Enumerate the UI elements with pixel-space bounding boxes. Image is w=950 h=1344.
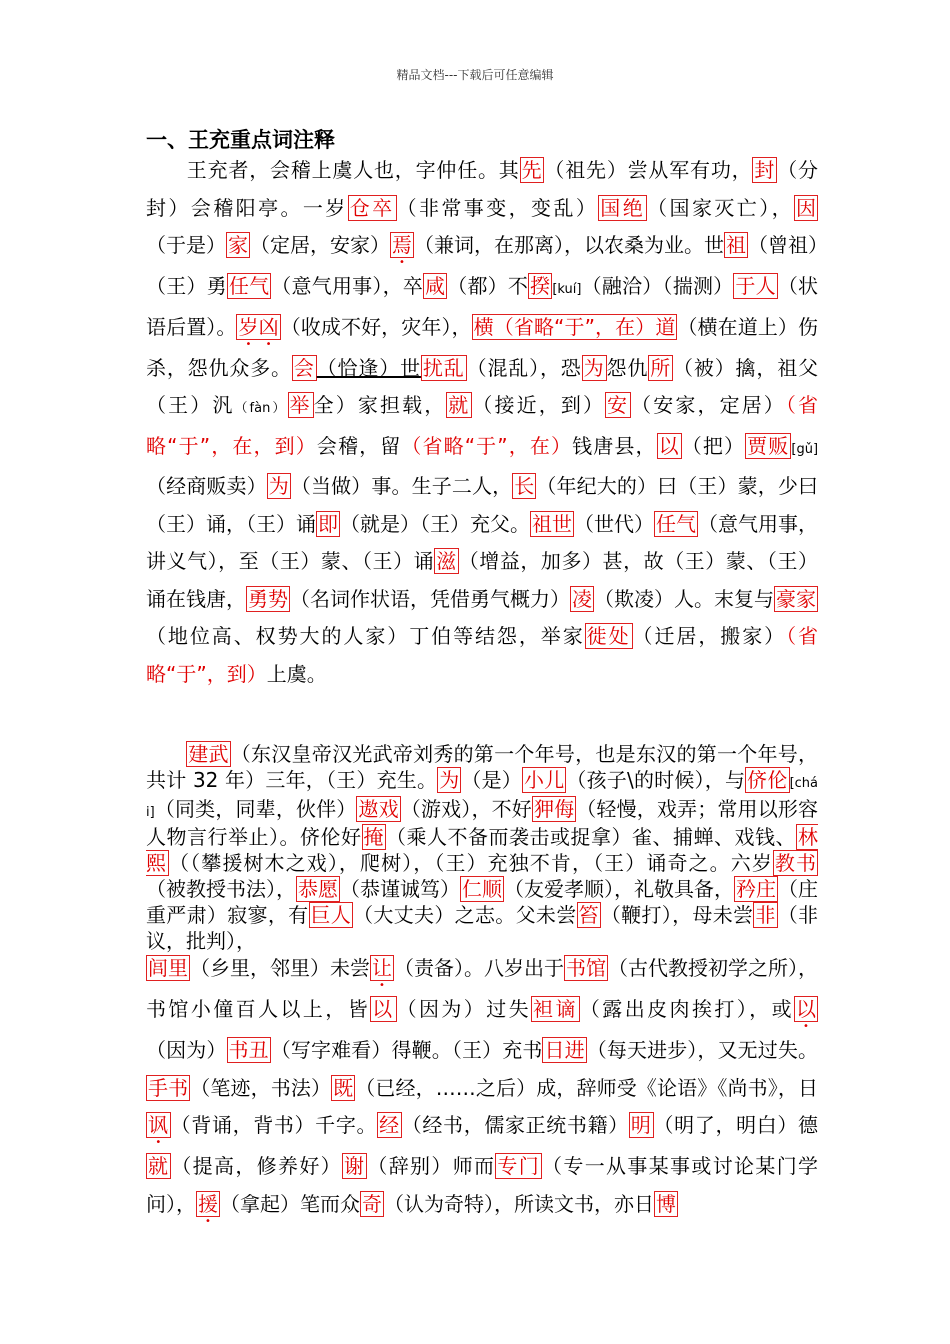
text-run: （国家灭亡），: [647, 195, 795, 220]
text-run: （孩子\的时候），与: [566, 767, 746, 792]
boxed-keyword: 任气: [228, 274, 270, 298]
boxed-keyword: 掩: [363, 825, 384, 850]
boxed-keyword: 侪伦: [747, 767, 788, 792]
boxed-keyword: 即: [318, 511, 338, 536]
text-run: （接近，到）: [472, 393, 606, 417]
text-run: （被教授书法），: [146, 876, 296, 901]
text-run: （当做）事。生子二人，: [290, 474, 513, 498]
boxed-keyword: 为: [439, 767, 460, 792]
text-run: （责备）。八岁出于: [394, 956, 564, 980]
text-run: （欺凌）人。末复与: [594, 586, 774, 611]
text-run: （同类，同辈，伙伴）: [154, 796, 357, 821]
text-run: （地位高、权势大的人家）丁伯等结怨，举家: [146, 624, 585, 648]
text-run: （辞别）师而: [367, 1154, 496, 1178]
boxed-keyword: 为: [583, 355, 605, 380]
boxed-keyword: 豪家: [776, 586, 816, 611]
boxed-keyword: 遨戏: [358, 796, 399, 821]
text-run: （于是）: [146, 233, 226, 257]
boxed-keyword: 非: [755, 902, 776, 927]
boxed-keyword: 为: [268, 474, 289, 498]
boxed-keyword: 于人: [735, 274, 776, 298]
boxed-keyword: 博: [656, 1191, 676, 1216]
boxed-keyword: 焉: [392, 233, 412, 257]
text-run: （世代）: [574, 511, 654, 536]
boxed-keyword: 仓卒: [349, 195, 395, 220]
text-run: （把）: [681, 433, 746, 458]
boxed-keyword: 恭愿: [298, 876, 338, 901]
text-run: （非议，批判），: [146, 902, 818, 953]
text-run: （乘人不备而袭击或捉拿）雀、捕蝉、戏钱、: [386, 825, 796, 850]
text-run: （大丈夫）之志。父未尝: [353, 902, 577, 927]
text-run: （状语后置）。: [146, 274, 819, 339]
paragraph-1: [146, 152, 818, 693]
section-heading: 一、王充重点词注释: [146, 128, 335, 152]
omission-note: （省略“于”，在）: [401, 433, 573, 458]
boxed-keyword: 贾贩: [747, 433, 790, 458]
text-run: （被）擒，祖父（王）汎: [146, 355, 819, 417]
boxed-keyword: 日进: [544, 1038, 585, 1062]
boxed-keyword: 讽: [148, 1113, 169, 1137]
boxed-keyword: 闾里: [148, 956, 188, 980]
text-run: （曾祖）（王）勇: [146, 233, 818, 298]
text-run: （祖先）尝从军有功，: [544, 158, 753, 182]
text-run: （经商贩卖）: [146, 474, 267, 498]
boxed-keyword: 勇势: [248, 586, 288, 611]
text-run: （鞭打），母未尝: [600, 902, 754, 927]
boxed-keyword: 手书: [148, 1075, 189, 1100]
boxed-keyword: 仁顺: [462, 876, 502, 901]
boxed-keyword: 建武: [188, 742, 229, 766]
text-run: 全）家担载，: [313, 393, 447, 417]
text-run: （非常事变，变乱）: [396, 195, 599, 220]
pronunciation: （fàn）: [234, 401, 288, 416]
text-run: （（攀援树木之戏），爬树），（王）充独不肯，（王）诵奇之。六岁: [169, 851, 773, 876]
boxed-keyword: 小儿: [524, 767, 565, 792]
text-run: （名词作状语，凭借勇气概力）: [290, 586, 570, 611]
paragraph-3: [146, 950, 818, 1227]
text-run: （是）: [461, 767, 522, 792]
text-run: （意气用事），卒: [271, 274, 424, 298]
text-run: （每天进步），又无过失。: [586, 1038, 819, 1062]
boxed-keyword: 让: [372, 956, 392, 980]
boxed-keyword: 以: [658, 433, 680, 458]
boxed-keyword: 专门: [497, 1154, 541, 1178]
boxed-keyword: 祖世: [532, 511, 572, 536]
boxed-keyword: 长: [514, 474, 535, 498]
text-run: （写字难看）得鞭。（王）充书: [270, 1038, 543, 1062]
text-run: （恭谨诚笃）: [340, 876, 460, 901]
text-run: （定居，安家）: [250, 233, 390, 257]
pronunciation: [chái]: [146, 775, 819, 820]
boxed-keyword: 安: [607, 393, 630, 417]
text-run: （古代教授初学之所），书馆小僮百人以上，皆: [146, 956, 818, 1021]
underlined-text: （恰逢）世: [316, 355, 421, 380]
text-run: （意气用事，讲义气），至（王）蒙、（王）诵: [146, 511, 818, 573]
para-3-body: [146, 955, 818, 1217]
text-run: （收成不好，灾年），: [280, 314, 472, 339]
boxed-keyword: 滋: [436, 549, 457, 573]
text-run: （提高，修养好）: [171, 1154, 343, 1178]
boxed-keyword: 袒谪: [533, 997, 578, 1021]
boxed-keyword: 咸: [425, 274, 446, 298]
text-run: （轻慢，戏弄；常用以形容人物言行举止）。侪伦好: [146, 796, 819, 850]
omission-note: （省略“于”，在，到）: [146, 393, 819, 458]
boxed-keyword: 林熙: [146, 825, 818, 876]
boxed-keyword: 扰乱: [422, 355, 465, 380]
text-run: （经书，儒家正统书籍）: [401, 1113, 629, 1137]
text-run: 上虞。: [266, 661, 327, 686]
text-run: 怨仇: [606, 355, 649, 380]
boxed-keyword: 所: [650, 355, 672, 380]
boxed-keyword: 会: [293, 355, 315, 380]
text-run: （乡里，邻里）未尝: [190, 956, 370, 980]
text-run: （露出皮肉挨打），或: [579, 997, 795, 1021]
boxed-keyword: 以: [796, 997, 817, 1021]
text-run: （分封）会稽阳亭。一岁: [146, 158, 819, 220]
boxed-keyword: 揆: [530, 274, 551, 298]
boxed-keyword: 教书: [774, 851, 817, 876]
boxed-keyword: 徙处: [586, 624, 631, 648]
boxed-keyword: 因: [796, 195, 817, 220]
text-run: （背诵，背书）千字。: [170, 1113, 378, 1137]
boxed-keyword: 以: [372, 997, 395, 1021]
boxed-keyword: 家: [228, 233, 248, 257]
paragraph-2: [146, 742, 818, 954]
boxed-keyword: 书馆: [566, 956, 606, 980]
text-run: （年纪大的）曰（王）蒙，少曰（王）诵，（王）诵: [146, 474, 818, 536]
boxed-keyword: 奇: [362, 1191, 382, 1216]
text-run: （增益，加多）甚，故（王）蒙、（王）诵在钱唐，: [146, 549, 819, 611]
boxed-keyword: 国绝: [600, 195, 646, 220]
boxed-keyword: 封: [754, 158, 776, 182]
boxed-keyword: 横（省略“于”，在）道: [473, 314, 676, 339]
boxed-keyword: 任气: [656, 511, 696, 536]
boxed-keyword: 岁凶: [238, 314, 279, 339]
text-run: （横在道上）伤杀，怨仇众多。: [146, 314, 819, 380]
boxed-keyword: 祖: [726, 233, 746, 257]
text-run: （混乱），恐: [466, 355, 582, 380]
para-2-body: [146, 742, 818, 953]
text-run: （专一从事某事或讨论某门学问），: [146, 1154, 819, 1216]
text-run: （迁居，搬家）: [632, 624, 787, 648]
boxed-keyword: 笞: [578, 902, 599, 927]
boxed-keyword: 先: [521, 158, 543, 182]
omission-note: （省略“于”，到）: [146, 624, 819, 686]
para-1-body: [146, 158, 818, 686]
text-run: （庄重严肃）寂寥，有: [146, 876, 818, 927]
text-run: （都）不: [447, 274, 529, 298]
text-run: （安家，定居）: [631, 393, 786, 417]
boxed-keyword: 书丑: [228, 1038, 269, 1062]
text-run: 王充者，会稽上虞人也，字仲任。其: [186, 158, 520, 182]
boxed-keyword: 援: [198, 1191, 218, 1216]
boxed-keyword: 既: [333, 1075, 354, 1100]
boxed-keyword: 凌: [572, 586, 592, 611]
text-run: （笔迹，书法）: [190, 1075, 332, 1100]
pronunciation: [kuí]: [552, 282, 582, 297]
boxed-keyword: 狎侮: [533, 796, 575, 821]
text-run: 会稽，留: [316, 433, 402, 458]
text-run: （游戏），不好: [400, 796, 532, 821]
boxed-keyword: 就: [148, 1154, 170, 1178]
boxed-keyword: 经: [379, 1113, 400, 1137]
boxed-keyword: 矜庄: [736, 876, 776, 901]
boxed-keyword: 巨人: [310, 902, 352, 927]
boxed-keyword: 明: [630, 1113, 652, 1137]
boxed-keyword: 就: [448, 393, 471, 417]
boxed-keyword: 举: [289, 393, 312, 417]
pronunciation: [gǔ]: [791, 441, 819, 457]
text-run: （兼词，在那离），以农桑为业。世: [414, 233, 724, 257]
text-run: （因为）过失: [396, 997, 532, 1021]
text-run: （融洽）（揣测）: [581, 274, 734, 298]
page-header: 精品文档---下载后可任意编辑: [396, 68, 554, 82]
text-run: 钱唐县，: [572, 433, 657, 458]
boxed-keyword: 谢: [344, 1154, 366, 1178]
text-run: （就是）（王）充父。: [340, 511, 530, 536]
text-run: （拿起）笔而众: [220, 1191, 360, 1216]
text-run: （认为奇特），所读文书，亦日: [384, 1191, 654, 1216]
text-run: （已经，……之后）成，辞师受《论语》《尚书》，日: [355, 1075, 818, 1100]
text-run: （友爱孝顺），礼敬具备，: [504, 876, 734, 901]
text-run: （明了，明白）德: [653, 1113, 819, 1137]
text-run: （东汉皇帝汉光武帝刘秀的第一个年号，也是东汉的第一个年号，共计 32 年）三年，（王）充生。: [146, 742, 819, 792]
text-run: （因为）: [146, 1038, 227, 1062]
